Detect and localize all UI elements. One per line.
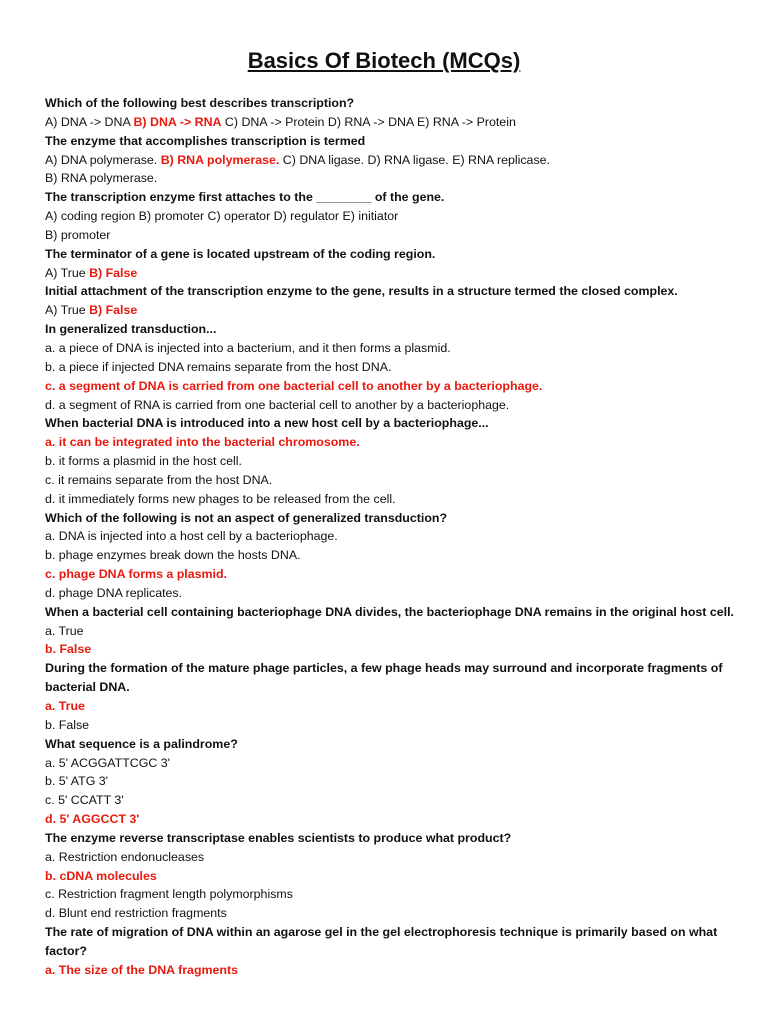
answer-text: d. it immediately forms new phages to be released from the cell. xyxy=(45,491,396,506)
answer-text: A) True xyxy=(45,303,90,318)
answer-text: A) True xyxy=(45,265,90,280)
correct-answer-text: a. it can be integrated into the bacterial chromosome. xyxy=(45,435,360,450)
question-text: The enzyme reverse transcriptase enables scientists to produce what product? xyxy=(45,830,512,845)
answer-line xyxy=(45,904,735,923)
answer-line xyxy=(45,377,735,396)
answer-line xyxy=(45,339,735,358)
question-text: The transcription enzyme first attaches to the ________ of the gene. xyxy=(45,190,445,205)
answer-line xyxy=(45,622,735,641)
answer-line xyxy=(45,527,735,546)
answer-line xyxy=(45,584,735,603)
question-text: In generalized transduction... xyxy=(45,322,217,337)
answer-text: b. 5' ATG 3' xyxy=(45,774,109,789)
answer-text: b. it forms a plasmid in the host cell. xyxy=(45,454,242,469)
question-text: What sequence is a palindrome? xyxy=(45,736,238,751)
question-line xyxy=(45,414,735,433)
answer-line xyxy=(45,452,735,471)
answer-line xyxy=(45,640,735,659)
answer-text: d. a segment of RNA is carried from one bacterial cell to another by a bacteriophage. xyxy=(45,397,510,412)
answer-line xyxy=(45,433,735,452)
answer-line xyxy=(45,358,735,377)
answer-text: b. False xyxy=(45,717,90,732)
question-line xyxy=(45,245,735,264)
answer-line xyxy=(45,885,735,904)
mcq-content xyxy=(45,94,735,980)
answer-text: c. Restriction fragment length polymorphisms xyxy=(45,887,293,902)
correct-answer-text: B) False xyxy=(89,265,138,280)
question-line xyxy=(45,923,735,961)
correct-answer-text: c. a segment of DNA is carried from one bacterial cell to another by a bacteriophage. xyxy=(45,378,543,393)
answer-text: a. Restriction endonucleases xyxy=(45,849,205,864)
answer-text: c. it remains separate from the host DNA. xyxy=(45,472,273,487)
correct-answer-text: d. 5' AGGCCT 3' xyxy=(45,812,140,827)
answer-text: a. 5' ACGGATTCGC 3' xyxy=(45,755,170,770)
answer-line xyxy=(45,207,735,226)
answer-line xyxy=(45,471,735,490)
correct-answer-text: b. False xyxy=(45,642,92,657)
answer-line xyxy=(45,490,735,509)
answer-line xyxy=(45,754,735,773)
correct-answer-text: B) False xyxy=(89,303,138,318)
answer-line xyxy=(45,546,735,565)
correct-answer-text: B) DNA -> RNA xyxy=(133,114,222,129)
answer-line xyxy=(45,848,735,867)
question-text: When bacterial DNA is introduced into a new host cell by a bacteriophage... xyxy=(45,416,489,431)
answer-line xyxy=(45,396,735,415)
answer-text: A) DNA polymerase. xyxy=(45,152,161,167)
answer-text: d. Blunt end restriction fragments xyxy=(45,906,227,921)
question-line xyxy=(45,829,735,848)
answer-text: b. phage enzymes break down the hosts DNA. xyxy=(45,548,301,563)
answer-line xyxy=(45,716,735,735)
answer-text: A) DNA -> DNA xyxy=(45,114,134,129)
correct-answer-text: a. True xyxy=(45,699,85,713)
answer-text: a. True xyxy=(45,623,84,638)
page-title: Basics Of Biotech (MCQs) xyxy=(247,48,521,73)
answer-text: A) coding region B) promoter C) operator D) regulator E) initiator xyxy=(45,209,399,224)
answer-text: a. DNA is injected into a host cell by a bacteriophage. xyxy=(45,529,338,544)
question-text: When a bacterial cell containing bacteriophage DNA divides, the bacteriophage DNA remains in the original host cell. xyxy=(45,604,734,619)
question-line xyxy=(45,735,735,754)
question-text: The enzyme that accomplishes transcription is termed xyxy=(45,133,366,148)
answer-text: b. a piece if injected DNA remains separate from the host DNA. xyxy=(45,359,392,374)
answer-text: C) DNA -> Protein D) RNA -> DNA E) RNA -> Protein xyxy=(221,114,516,129)
question-text: Which of the following is not an aspect of generalized transduction? xyxy=(45,510,448,525)
answer-text: d. phage DNA replicates. xyxy=(45,585,183,600)
answer-line xyxy=(45,791,735,810)
correct-answer-text: c. phage DNA forms a plasmid. xyxy=(45,567,227,582)
question-line xyxy=(45,188,735,207)
question-text: During the formation of the mature phage particles, a few phage heads may surround and incorporate fragments of bacterial DNA. xyxy=(45,661,723,695)
answer-text: a. a piece of DNA is injected into a bacterium, and it then forms a plasmid. xyxy=(45,340,451,355)
answer-line xyxy=(45,697,735,716)
answer-line xyxy=(45,226,735,245)
answer-line xyxy=(45,301,735,320)
question-line xyxy=(45,94,735,113)
question-line xyxy=(45,603,735,622)
question-text: Initial attachment of the transcription enzyme to the gene, results in a structure termed the closed complex. xyxy=(45,284,678,299)
answer-text: c. 5' CCATT 3' xyxy=(45,793,124,808)
answer-text: B) promoter xyxy=(45,227,111,242)
answer-text: B) RNA polymerase. xyxy=(45,171,158,186)
question-line xyxy=(45,132,735,151)
answer-line xyxy=(45,264,735,283)
answer-text: C) DNA ligase. D) RNA ligase. E) RNA replicase. xyxy=(279,152,550,167)
question-line xyxy=(45,509,735,528)
answer-line xyxy=(45,867,735,886)
answer-line xyxy=(45,961,735,980)
question-line xyxy=(45,320,735,339)
question-line xyxy=(45,659,735,697)
answer-line xyxy=(45,169,735,188)
answer-line xyxy=(45,810,735,829)
answer-line xyxy=(45,772,735,791)
answer-line xyxy=(45,151,735,170)
answer-line xyxy=(45,113,735,132)
correct-answer-text: b. cDNA molecules xyxy=(45,868,157,883)
question-text: The rate of migration of DNA within an agarose gel in the gel electrophoresis technique is primarily based on what factor? xyxy=(45,925,718,958)
question-line xyxy=(45,282,735,301)
correct-answer-text: B) RNA polymerase. xyxy=(160,152,280,167)
correct-answer-text: a. The size of the DNA fragments xyxy=(45,962,239,977)
question-text: The terminator of a gene is located upstream of the coding region. xyxy=(45,246,436,261)
answer-line xyxy=(45,565,735,584)
question-text: Which of the following best describes transcription? xyxy=(45,96,355,110)
